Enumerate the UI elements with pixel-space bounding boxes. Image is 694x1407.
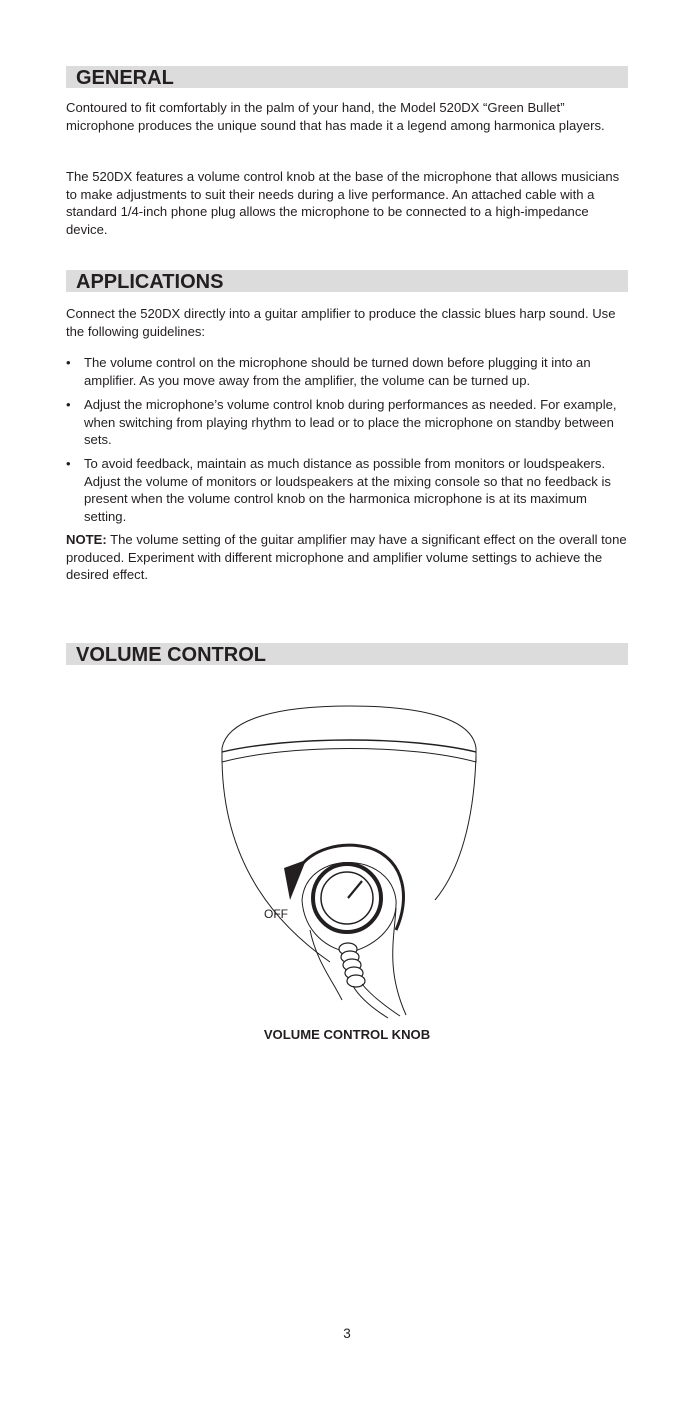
bullet-text: To avoid feedback, maintain as much distance as possible from monitors or loudspeakers. Adjust the volume of monitors or loudspeakers at the mixing console so that no feedback is present when the volume control knob on the harmonica microphone is at its maximum setting. xyxy=(84,456,611,524)
volume-knob-outer xyxy=(313,864,381,932)
bullet-text: The volume control on the microphone should be turned down before plugging it into an amplifier. As you move away from the amplifier, the volume can be turned up. xyxy=(84,355,591,388)
microphone-illustration xyxy=(210,700,490,1020)
microphone-grille-dome xyxy=(222,706,476,762)
figure-caption: VOLUME CONTROL KNOB xyxy=(263,1027,431,1042)
volume-control-section-heading xyxy=(66,643,628,665)
note-paragraph xyxy=(66,531,632,584)
cable-strain-relief xyxy=(339,943,365,987)
general-section-heading xyxy=(66,66,628,88)
off-label: OFF xyxy=(264,907,288,921)
applications-intro: Connect the 520DX directly into a guitar amplifier to produce the classic blues harp sound. Use the following guidelines: xyxy=(66,306,616,339)
bullet-text: Adjust the microphone’s volume control knob during performances as needed. For example, when switching from playing rhythm to lead or to place the microphone on standby between sets. xyxy=(84,397,617,448)
general-paragraph-2: The 520DX features a volume control knob at the base of the microphone that allows musicians to make adjustments to suit their needs during a live performance. An attached cable with a standard 1/4-inch phone plug allows the microphone to be connected to a high-impedance device. xyxy=(66,169,620,237)
bullet-marker: • xyxy=(66,397,71,412)
general-paragraph-1: Contoured to fit comfortably in the palm of your hand, the Model 520DX “Green Bullet” microphone produces the unique sound that has made it a legend among harmonica players. xyxy=(66,100,605,133)
page-number: 3 xyxy=(343,1326,351,1341)
bullet-marker: • xyxy=(66,456,71,471)
applications-heading-text: APPLICATIONS xyxy=(76,271,224,293)
cable xyxy=(353,984,400,1018)
microphone-band-line xyxy=(222,740,476,752)
note-text: The volume setting of the guitar amplifier may have a significant effect on the overall tone produced. Experiment with different microphone and amplifier volume settings to achieve the desired effect. xyxy=(66,532,627,583)
volume-control-heading-text: VOLUME CONTROL xyxy=(76,644,266,666)
note-label: NOTE: xyxy=(66,532,107,547)
general-heading-text: GENERAL xyxy=(76,67,174,89)
microphone-body xyxy=(222,756,330,962)
applications-section-heading xyxy=(66,270,628,292)
bullet-marker: • xyxy=(66,355,71,370)
